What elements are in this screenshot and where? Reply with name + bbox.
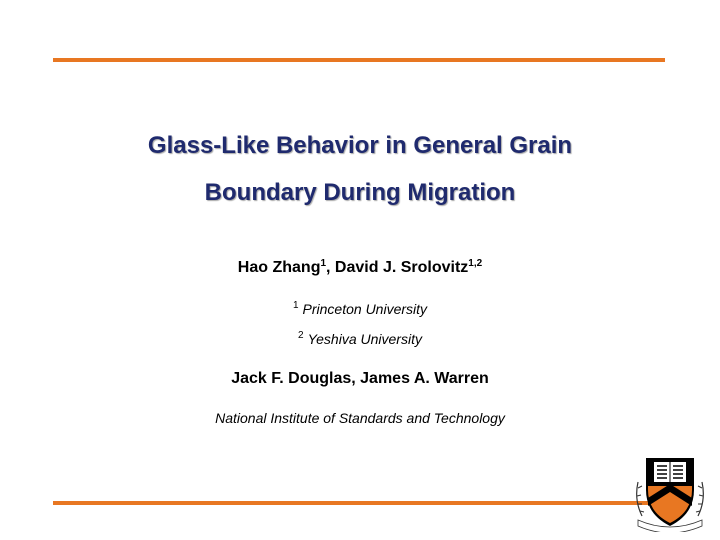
affiliation-2-name: Yeshiva University <box>307 331 422 347</box>
authors-secondary: Jack F. Douglas, James A. Warren <box>231 370 489 387</box>
author-name-1: Hao Zhang <box>237 259 321 276</box>
top-orange-rule <box>53 58 665 62</box>
affiliation-nist: National Institute of Standards and Technology <box>215 410 505 426</box>
affiliation-2 <box>0 330 720 347</box>
slide-title-line-1: Glass-Like Behavior in General Grain <box>147 132 573 159</box>
affiliation-1-name: Princeton University <box>302 301 428 317</box>
author-name-2: , David J. Srolovitz <box>326 259 469 276</box>
wreath-right-leaves <box>696 486 703 512</box>
affiliation-2-marker: 2 <box>298 330 304 341</box>
affiliation-1 <box>0 300 720 317</box>
bottom-orange-rule <box>53 501 665 505</box>
princeton-shield-icon <box>632 452 708 532</box>
wreath-left-leaves <box>637 486 644 512</box>
slide-title-line-2: Boundary During Migration <box>204 179 516 206</box>
affiliation-1-marker: 1 <box>292 300 299 311</box>
author-1-affiliation-marker: 1 <box>320 258 327 269</box>
author-2-affiliation-marker: 1,2 <box>468 258 483 269</box>
authors-primary <box>0 258 720 277</box>
